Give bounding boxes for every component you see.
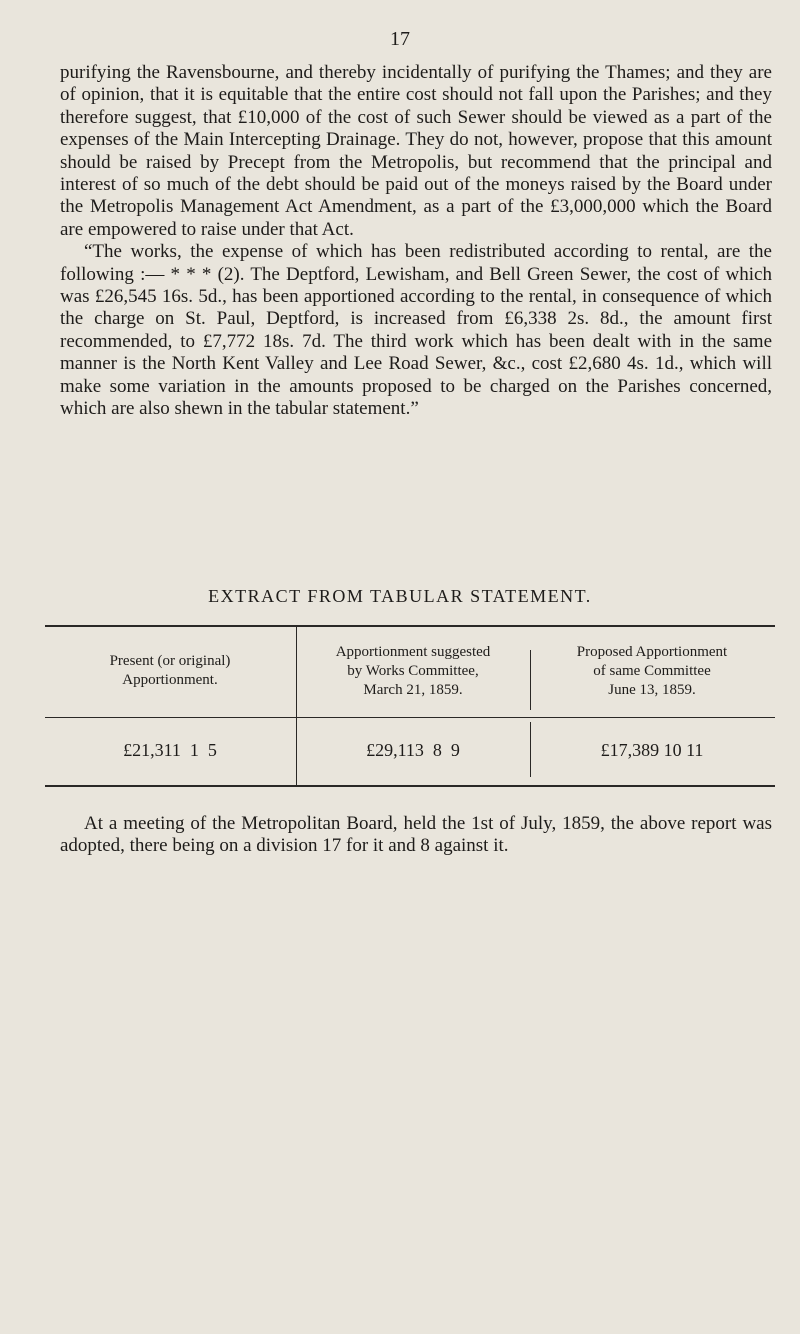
paragraph-works-redistributed: “The works, the expense of which has been redistributed according to rental, are the following :— * * * (2). The Deptford, Lewisham, and Bell Green Sewer, the cost of which was £26,545 16s. 5d., has been apportioned according to the rental, in consequence of which the charge on St. Paul, Deptford, is increased from £6,338 2s. 8d., the amount first recommended, to £7,772 18s. 7d. The third work which has been dealt with in the same manner is the North Kent Valley and Lee Road Sewer, &c., cost £2,680 4s. 1d., which will make some variation in the amounts proposed to be charged on the Parishes concerned, which are also shewn in the tabular statement.” <box>60 241 772 420</box>
paragraph-ravensbourne: purifying the Ravensbourne, and thereby incidentally of purifying the Thames; and they are of opinion, that it is equitable that the entire cost should not fall upon the Parishes; and they therefore suggest, that £10,000 of the cost of such Sewer should be viewed as a part of the expenses of the Main Intercepting Drainage. They do not, however, propose that this amount should be raised by Precept from the Metropolis, but recommend that the principal and interest of so much of the debt should be paid out of the moneys raised by the Board under the Metropolis Management Act Amendment, as a part of the £3,000,000 which the Board are empowered to raise under that Act. <box>60 62 772 240</box>
closing-text <box>60 813 772 858</box>
value-present: £21,311 1 5 <box>123 740 217 760</box>
page-number: 17 <box>390 28 410 50</box>
value-suggested: £29,113 8 9 <box>366 740 460 760</box>
column-header-present: Present (or original) Apportionment. <box>109 653 231 688</box>
table-top-rule <box>45 625 775 627</box>
value-proposed: £17,389 10 11 <box>600 740 704 760</box>
table-bottom-rule <box>45 785 775 787</box>
report-text <box>60 62 772 421</box>
column-divider-2 <box>530 650 531 710</box>
column-header-suggested: Apportionment suggested by Works Committee, March 21, 1859. <box>335 644 491 698</box>
column-header-proposed: Proposed Apportionment of same Committee June 13, 1859. <box>576 644 728 698</box>
table-title: EXTRACT FROM TABULAR STATEMENT. <box>208 586 592 606</box>
column-divider-2b <box>530 722 531 777</box>
column-divider-1 <box>296 627 297 785</box>
header-rule <box>45 717 775 718</box>
paragraph-board-meeting: At a meeting of the Metropolitan Board, held the 1st of July, 1859, the above report was adopted, there being on a division 17 for it and 8 against it. <box>60 813 772 857</box>
